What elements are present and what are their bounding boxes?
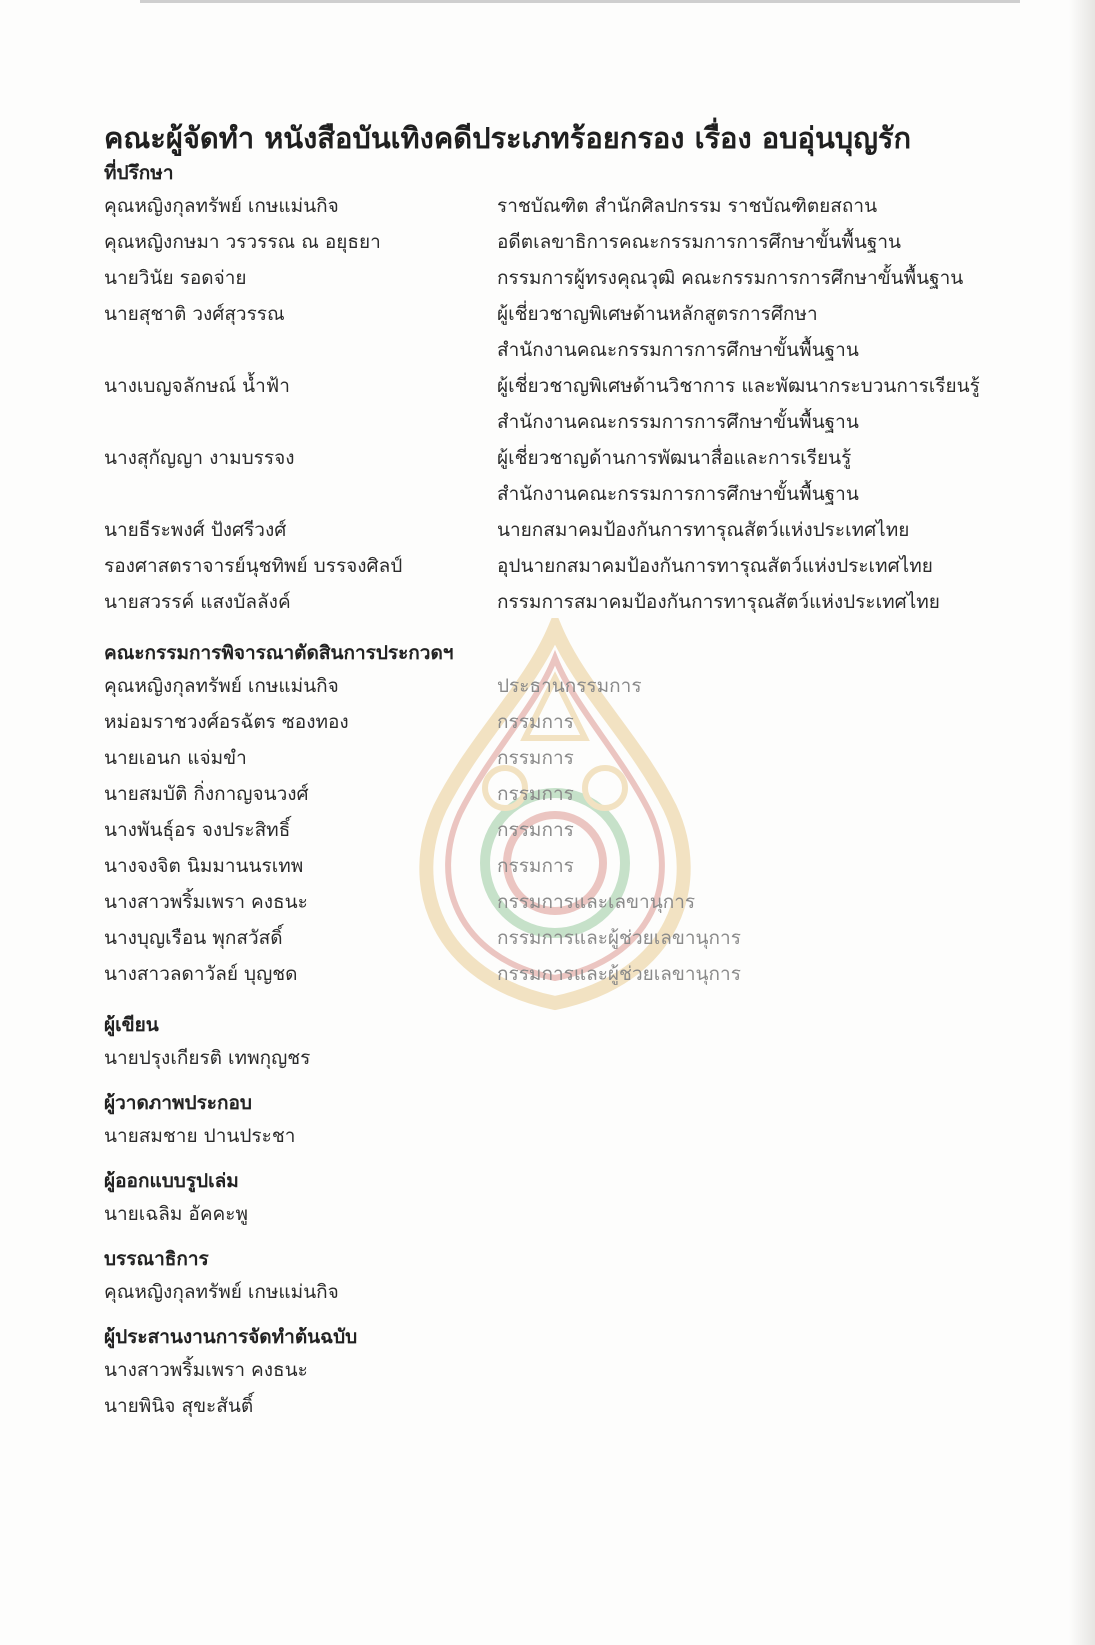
committee-member-role: กรรมการและผู้ช่วยเลขานุการ: [497, 963, 741, 985]
coordinator-name: นางสาวพริ้มเพรา คงธนะ: [104, 1359, 308, 1381]
page-right-edge: [1069, 0, 1095, 1645]
advisors-section: [104, 158, 1024, 620]
coordinator-name: นายพินิจ สุขะสันติ์: [104, 1395, 254, 1417]
committee-row: [104, 884, 1024, 920]
committee-member-role: กรรมการ: [497, 855, 574, 877]
designer-heading: ผู้ออกแบบรูปเล่ม: [104, 1170, 239, 1192]
advisor-name: นายสุชาติ วงศ์สุวรรณ: [104, 303, 285, 325]
coordinator-section: [104, 1322, 1024, 1424]
advisor-role: นายกสมาคมป้องกันการทารุณสัตว์แห่งประเทศไทย: [497, 519, 910, 541]
committee-member-name: นางสาวพริ้มเพรา คงธนะ: [104, 891, 308, 913]
committee-row: [104, 704, 1024, 740]
designer-name: นายเฉลิม อัคคะพู: [104, 1203, 248, 1225]
advisor-row: [104, 512, 1024, 548]
committee-row: [104, 668, 1024, 704]
committee-member-name: นายสมบัติ กิ่งกาญจนวงศ์: [104, 783, 309, 805]
committee-row: [104, 920, 1024, 956]
advisors-heading: ที่ปรึกษา: [104, 162, 174, 184]
committee-member-name: นายเอนก แจ่มขำ: [104, 747, 247, 769]
advisor-role: ผู้เชี่ยวชาญพิเศษด้านวิชาการ และพัฒนากระบวนการเรียนรู้: [497, 375, 980, 397]
committee-row: [104, 848, 1024, 884]
advisor-row: [104, 188, 1024, 224]
advisor-role: อุปนายกสมาคมป้องกันการทารุณสัตว์แห่งประเทศไทย: [497, 555, 933, 577]
writer-name: นายปรุงเกียรติ เทพกุญชร: [104, 1047, 311, 1069]
committee-member-role: กรรมการ: [497, 783, 574, 805]
committee-heading: คณะกรรมการพิจารณาตัดสินการประกวดฯ: [104, 642, 454, 664]
advisor-name: นายวินัย รอดจ่าย: [104, 267, 247, 289]
advisor-row: [104, 584, 1024, 620]
editor-heading: บรรณาธิการ: [104, 1248, 209, 1270]
advisor-row: [104, 368, 1024, 440]
committee-member-name: นางจงจิต นิมมานนรเทพ: [104, 855, 304, 877]
committee-member-role: กรรมการและผู้ช่วยเลขานุการ: [497, 927, 741, 949]
advisor-role: อดีตเลขาธิการคณะกรรมการการศึกษาขั้นพื้นฐาน: [497, 231, 901, 253]
advisor-row: [104, 440, 1024, 512]
committee-member-name: นางสาวลดาวัลย์ บุญชด: [104, 963, 298, 985]
committee-member-role: ประธานกรรมการ: [497, 675, 642, 697]
committee-member-name: หม่อมราชวงศ์อรฉัตร ซองทอง: [104, 711, 349, 733]
advisor-name: นายสวรรค์ แสงบัลลังค์: [104, 591, 291, 613]
advisor-row: [104, 296, 1024, 368]
coordinator-heading: ผู้ประสานงานการจัดทำต้นฉบับ: [104, 1326, 358, 1348]
advisor-role-organization: สำนักงานคณะกรรมการการศึกษาขั้นพื้นฐาน: [497, 411, 859, 433]
committee-member-role: กรรมการ: [497, 819, 574, 841]
writer-section: [104, 1010, 1024, 1076]
committee-row: [104, 740, 1024, 776]
advisor-role: กรรมการสมาคมป้องกันการทารุณสัตว์แห่งประเทศไทย: [497, 591, 940, 613]
committee-member-name: คุณหญิงกุลทรัพย์ เกษแม่นกิจ: [104, 675, 339, 697]
advisor-row: [104, 260, 1024, 296]
document-title: คณะผู้จัดทำ หนังสือบันเทิงคดีประเภทร้อยกรอง เรื่อง อบอุ่นบุญรัก: [104, 121, 912, 155]
committee-row: [104, 812, 1024, 848]
advisor-name: นายธีระพงศ์ ปังศรีวงศ์: [104, 519, 287, 541]
writer-heading: ผู้เขียน: [104, 1014, 159, 1036]
illustrator-name: นายสมชาย ปานประชา: [104, 1125, 296, 1147]
committee-member-role: กรรมการ: [497, 711, 574, 733]
advisor-role: ผู้เชี่ยวชาญพิเศษด้านหลักสูตรการศึกษา: [497, 303, 818, 325]
advisor-role-organization: สำนักงานคณะกรรมการการศึกษาขั้นพื้นฐาน: [497, 483, 859, 505]
advisor-name: คุณหญิงกุลทรัพย์ เกษแม่นกิจ: [104, 195, 339, 217]
committee-member-name: นางพันธุ์อร จงประสิทธิ์: [104, 819, 291, 841]
committee-member-name: นางบุญเรือน พุกสวัสดิ์: [104, 927, 283, 949]
committee-member-role: กรรมการและเลขานุการ: [497, 891, 696, 913]
advisor-role: ผู้เชี่ยวชาญด้านการพัฒนาสื่อและการเรียนรู้: [497, 447, 852, 469]
committee-section: [104, 638, 1024, 992]
page-top-edge: [140, 0, 1020, 3]
illustrator-section: [104, 1088, 1024, 1154]
advisor-name: คุณหญิงกษมา วรวรรณ ณ อยุธยา: [104, 231, 381, 253]
advisor-row: [104, 548, 1024, 584]
advisor-name: นางสุกัญญา งามบรรจง: [104, 447, 295, 469]
advisor-name: นางเบญจลักษณ์ น้ำฟ้า: [104, 375, 290, 397]
advisor-role-organization: สำนักงานคณะกรรมการการศึกษาขั้นพื้นฐาน: [497, 339, 859, 361]
committee-row: [104, 956, 1024, 992]
editor-name: คุณหญิงกุลทรัพย์ เกษแม่นกิจ: [104, 1281, 339, 1303]
advisor-role: ราชบัณฑิต สำนักศิลปกรรม ราชบัณฑิตยสถาน: [497, 195, 878, 217]
illustrator-heading: ผู้วาดภาพประกอบ: [104, 1092, 252, 1114]
advisor-name: รองศาสตราจารย์นุชทิพย์ บรรจงศิลป์: [104, 555, 403, 577]
designer-section: [104, 1166, 1024, 1232]
editor-section: [104, 1244, 1024, 1310]
advisor-role: กรรมการผู้ทรงคุณวุฒิ คณะกรรมการการศึกษาขั้นพื้นฐาน: [497, 267, 964, 289]
advisor-row: [104, 224, 1024, 260]
committee-row: [104, 776, 1024, 812]
committee-member-role: กรรมการ: [497, 747, 574, 769]
document-content: [104, 118, 1024, 1424]
